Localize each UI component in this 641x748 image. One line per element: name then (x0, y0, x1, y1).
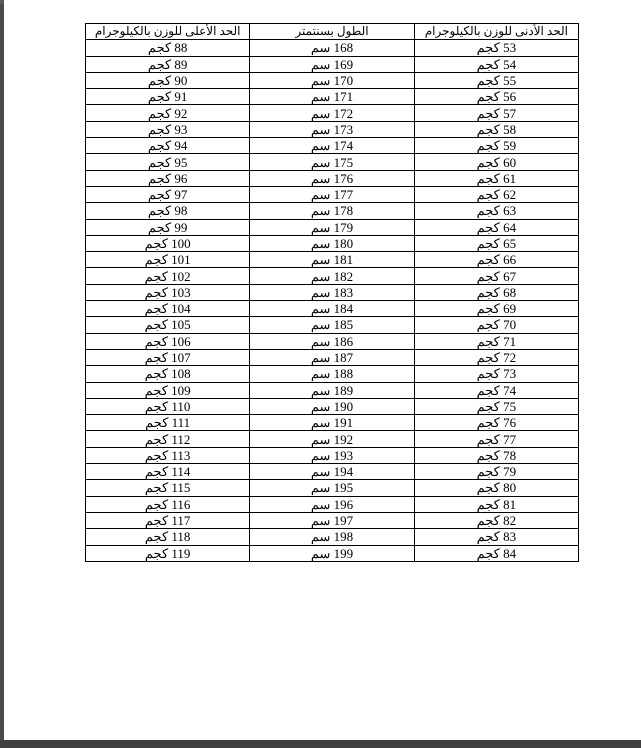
min-weight-cell: 64 كجم (414, 219, 578, 235)
max-weight-cell: 100 كجم (86, 235, 250, 251)
min-weight-cell: 54 كجم (414, 56, 578, 72)
min-weight-cell: 69 كجم (414, 301, 578, 317)
min-weight-cell: 57 كجم (414, 105, 578, 121)
max-weight-cell: 94 كجم (86, 138, 250, 154)
height-cell: 173 سم (250, 121, 414, 137)
min-weight-cell: 79 كجم (414, 464, 578, 480)
height-weight-table (85, 23, 579, 562)
height-cell: 177 سم (250, 186, 414, 202)
min-weight-cell: 74 كجم (414, 382, 578, 398)
table-row (86, 284, 579, 300)
table-row (86, 154, 579, 170)
max-weight-cell: 111 كجم (86, 415, 250, 431)
max-weight-cell: 119 كجم (86, 545, 250, 561)
table-header-row (86, 24, 579, 40)
table-row (86, 349, 579, 365)
table-row (86, 464, 579, 480)
height-cell: 196 سم (250, 496, 414, 512)
min-weight-cell: 59 كجم (414, 138, 578, 154)
height-cell: 193 سم (250, 447, 414, 463)
min-weight-cell: 70 كجم (414, 317, 578, 333)
height-cell: 174 سم (250, 138, 414, 154)
table-row (86, 382, 579, 398)
max-weight-cell: 96 كجم (86, 170, 250, 186)
min-weight-cell: 78 كجم (414, 447, 578, 463)
max-weight-cell: 89 كجم (86, 56, 250, 72)
max-weight-cell: 115 كجم (86, 480, 250, 496)
min-weight-cell: 56 كجم (414, 89, 578, 105)
table-row (86, 545, 579, 561)
height-cell: 184 سم (250, 301, 414, 317)
max-weight-cell: 105 كجم (86, 317, 250, 333)
height-cell: 197 سم (250, 512, 414, 528)
table-row (86, 496, 579, 512)
min-weight-cell: 80 كجم (414, 480, 578, 496)
height-cell: 178 سم (250, 203, 414, 219)
min-weight-cell: 83 كجم (414, 529, 578, 545)
min-weight-cell: 53 كجم (414, 40, 578, 56)
max-weight-cell: 117 كجم (86, 512, 250, 528)
table-row (86, 317, 579, 333)
table-row (86, 431, 579, 447)
height-cell: 199 سم (250, 545, 414, 561)
table-row (86, 447, 579, 463)
height-cell: 185 سم (250, 317, 414, 333)
document-page (4, 0, 641, 740)
min-weight-cell: 62 كجم (414, 186, 578, 202)
min-weight-cell: 58 كجم (414, 121, 578, 137)
table-row (86, 366, 579, 382)
min-weight-cell: 71 كجم (414, 333, 578, 349)
table-row (86, 138, 579, 154)
header-height: الطول بسنتمتر (250, 24, 414, 40)
min-weight-cell: 76 كجم (414, 415, 578, 431)
height-cell: 190 سم (250, 398, 414, 414)
max-weight-cell: 108 كجم (86, 366, 250, 382)
min-weight-cell: 67 كجم (414, 268, 578, 284)
min-weight-cell: 75 كجم (414, 398, 578, 414)
table-row (86, 105, 579, 121)
max-weight-cell: 91 كجم (86, 89, 250, 105)
max-weight-cell: 106 كجم (86, 333, 250, 349)
min-weight-cell: 61 كجم (414, 170, 578, 186)
min-weight-cell: 77 كجم (414, 431, 578, 447)
height-cell: 198 سم (250, 529, 414, 545)
height-cell: 182 سم (250, 268, 414, 284)
max-weight-cell: 95 كجم (86, 154, 250, 170)
table-row (86, 252, 579, 268)
height-cell: 181 سم (250, 252, 414, 268)
table-row (86, 480, 579, 496)
max-weight-cell: 88 كجم (86, 40, 250, 56)
max-weight-cell: 103 كجم (86, 284, 250, 300)
height-cell: 192 سم (250, 431, 414, 447)
table-row (86, 301, 579, 317)
min-weight-cell: 82 كجم (414, 512, 578, 528)
height-cell: 171 سم (250, 89, 414, 105)
height-cell: 168 سم (250, 40, 414, 56)
max-weight-cell: 107 كجم (86, 349, 250, 365)
window-bottom-edge (0, 740, 641, 748)
min-weight-cell: 81 كجم (414, 496, 578, 512)
header-min-weight: الحد الأدنى للوزن بالكيلوجرام (414, 24, 578, 40)
table-row (86, 40, 579, 56)
max-weight-cell: 113 كجم (86, 447, 250, 463)
table-row (86, 333, 579, 349)
height-cell: 195 سم (250, 480, 414, 496)
table-row (86, 72, 579, 88)
min-weight-cell: 73 كجم (414, 366, 578, 382)
max-weight-cell: 109 كجم (86, 382, 250, 398)
height-cell: 179 سم (250, 219, 414, 235)
height-cell: 170 سم (250, 72, 414, 88)
height-cell: 191 سم (250, 415, 414, 431)
table-row (86, 203, 579, 219)
max-weight-cell: 97 كجم (86, 186, 250, 202)
max-weight-cell: 104 كجم (86, 301, 250, 317)
height-cell: 188 سم (250, 366, 414, 382)
table-row (86, 170, 579, 186)
min-weight-cell: 60 كجم (414, 154, 578, 170)
max-weight-cell: 99 كجم (86, 219, 250, 235)
max-weight-cell: 101 كجم (86, 252, 250, 268)
table-row (86, 56, 579, 72)
min-weight-cell: 72 كجم (414, 349, 578, 365)
table-row (86, 512, 579, 528)
min-weight-cell: 84 كجم (414, 545, 578, 561)
max-weight-cell: 114 كجم (86, 464, 250, 480)
min-weight-cell: 66 كجم (414, 252, 578, 268)
height-cell: 189 سم (250, 382, 414, 398)
height-cell: 175 سم (250, 154, 414, 170)
table-body (86, 40, 579, 562)
min-weight-cell: 68 كجم (414, 284, 578, 300)
table-row (86, 235, 579, 251)
table-row (86, 529, 579, 545)
table-row (86, 186, 579, 202)
height-cell: 187 سم (250, 349, 414, 365)
max-weight-cell: 90 كجم (86, 72, 250, 88)
height-cell: 183 سم (250, 284, 414, 300)
max-weight-cell: 102 كجم (86, 268, 250, 284)
max-weight-cell: 92 كجم (86, 105, 250, 121)
max-weight-cell: 93 كجم (86, 121, 250, 137)
table-row (86, 268, 579, 284)
table-row (86, 219, 579, 235)
height-cell: 172 سم (250, 105, 414, 121)
max-weight-cell: 98 كجم (86, 203, 250, 219)
height-cell: 186 سم (250, 333, 414, 349)
max-weight-cell: 118 كجم (86, 529, 250, 545)
height-cell: 194 سم (250, 464, 414, 480)
header-max-weight: الحد الأعلى للوزن بالكيلوجرام (86, 24, 250, 40)
min-weight-cell: 55 كجم (414, 72, 578, 88)
height-cell: 176 سم (250, 170, 414, 186)
min-weight-cell: 65 كجم (414, 235, 578, 251)
table-row (86, 121, 579, 137)
max-weight-cell: 112 كجم (86, 431, 250, 447)
table-row (86, 415, 579, 431)
max-weight-cell: 110 كجم (86, 398, 250, 414)
height-cell: 169 سم (250, 56, 414, 72)
table-row (86, 398, 579, 414)
table-row (86, 89, 579, 105)
max-weight-cell: 116 كجم (86, 496, 250, 512)
height-cell: 180 سم (250, 235, 414, 251)
min-weight-cell: 63 كجم (414, 203, 578, 219)
